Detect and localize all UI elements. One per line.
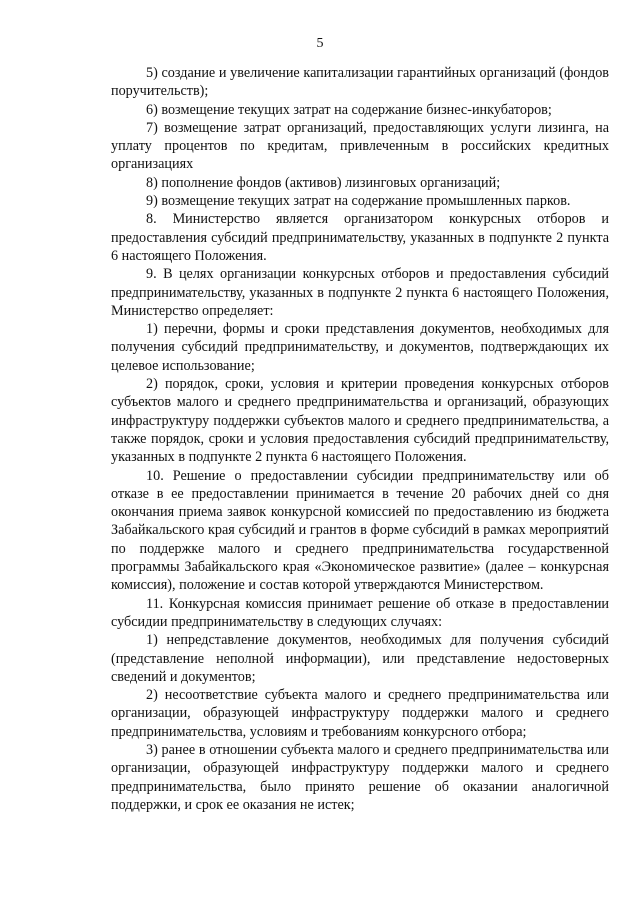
paragraph-item-6: 6) возмещение текущих затрат на содержание бизнес-инкубаторов; — [146, 101, 552, 118]
clause-11-item-2: 2) несоответствие субъекта малого и среднего предпринимательства или организации, образующей инфраструктуру поддержки малого и среднего предпринимательства, условиям и требованиям конкурсного отбора; — [111, 687, 609, 740]
clause-9: 9. В целях организации конкурсных отборов и предоставления субсидий предпринимательству, указанных в подпункте 2 пункта 6 настоящего Положения, Министерство определяет: — [111, 266, 609, 319]
document-body — [111, 64, 609, 814]
clause-11: 11. Конкурсная комиссия принимает решение об отказе в предоставлении субсидии предпринимательству в следующих случаях: — [111, 595, 609, 630]
clause-9-item-2: 2) порядок, сроки, условия и критерии проведения конкурсных отборов субъектов малого и среднего предпринимательства и организаций, образующих инфраструктуру поддержки субъектов малого и среднего предпринимательства, а также порядок, сроки и условия предоставления субсидий предпринимательству, указанных в подпункте 2 пункта 6 настоящего Положения. — [111, 376, 609, 466]
clause-8: 8. Министерство является организатором конкурсных отборов и предоставления субсидий предпринимательству, указанных в подпункте 2 пункта 6 настоящего Положения. — [111, 211, 609, 264]
page-number: 5 — [316, 36, 324, 51]
clause-10: 10. Решение о предоставлении субсидии предпринимательству или об отказе в ее предоставлении принимается в течение 20 рабочих дней со дня окончания приема заявок конкурсной комиссией по предоставлению из бюджета Забайкальского края субсидий и грантов в форме субсидий в рамках мероприятий по поддержке малого и среднего предпринимательства государственной программы Забайкальского края «Экономическое развитие» (далее – конкурсная комиссия), положение и состав которой утверждаются Министерством. — [111, 467, 609, 594]
paragraph-item-9: 9) возмещение текущих затрат на содержание промышленных парков. — [146, 193, 571, 210]
paragraph-item-7: 7) возмещение затрат организаций, предоставляющих услуги лизинга, на уплату процентов по кредитам, привлеченным в российских кредитных организациях — [111, 119, 609, 173]
clause-11-item-3: 3) ранее в отношении субъекта малого и среднего предпринимательства или организации, образующей инфраструктуру поддержки малого и среднего предпринимательства, было принято решение об оказании аналогичной поддержки, и срок ее оказания не истек; — [111, 741, 609, 813]
clause-9-item-1: 1) перечни, формы и сроки представления документов, необходимых для получения субсидий предпринимательству, и документов, подтверждающих их целевое использование; — [111, 321, 609, 374]
paragraph-item-8: 8) пополнение фондов (активов) лизинговых организаций; — [146, 174, 501, 191]
clause-11-item-1: 1) непредставление документов, необходимых для получения субсидий (представление неполной информации), или представление недостоверных сведений и документов; — [111, 632, 609, 685]
paragraph-item-5: 5) создание и увеличение капитализации гарантийных организаций (фондов поручительств); — [111, 65, 609, 100]
